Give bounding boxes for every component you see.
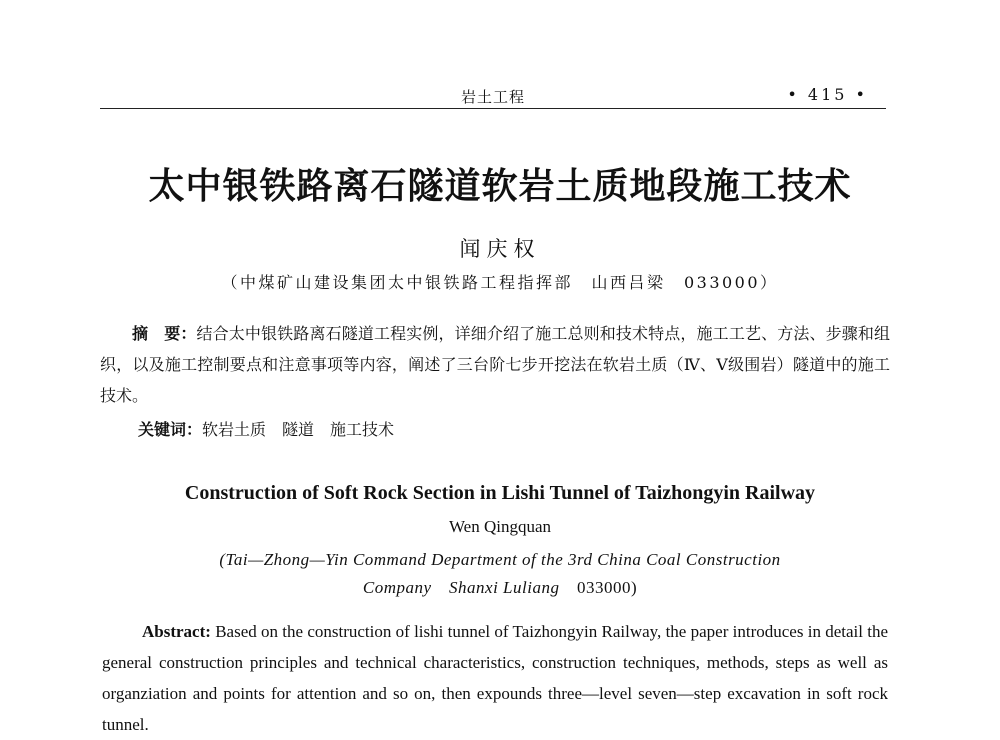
running-header xyxy=(100,82,886,109)
affiliation-cn: （中煤矿山建设集团太中银铁路工程指挥部 山西吕梁 033000） xyxy=(221,273,779,292)
keyword-cn: 施工技术 xyxy=(330,420,395,439)
paper-title-en: Construction of Soft Rock Section in Lishi Tunnel of Taizhongyin Railway xyxy=(184,482,816,504)
affiliation-en-line1: (Tai—Zhong—Yin Command Department of the 3rd China Coal Construction xyxy=(219,550,781,569)
affiliation-en xyxy=(0,546,1000,602)
page-number: • 415 • xyxy=(787,85,868,104)
keyword-cn: 软岩土质 xyxy=(202,420,267,439)
abstract-en-label: Abstract: xyxy=(142,622,211,641)
abstract-cn-label: 摘 要： xyxy=(132,324,197,343)
paper-title-cn: 太中银铁路离石隧道软岩土质地段施工技术 xyxy=(148,166,852,207)
affiliation-en-zip: 033000) xyxy=(576,578,638,597)
abstract-en xyxy=(102,616,888,740)
affiliation-en-line2: Company Shanxi Luliang xyxy=(362,578,560,597)
abstract-cn xyxy=(100,318,890,411)
author-en: Wen Qingquan xyxy=(448,517,552,536)
keywords-cn-label: 关键词： xyxy=(138,420,203,439)
keywords-cn xyxy=(138,414,410,445)
keyword-cn: 隧道 xyxy=(282,420,315,439)
abstract-en-text: Based on the construction of lishi tunnel of Taizhongyin Railway, the paper introduces in detail the general construction principles and technical characteristics, construction techniques, methods, steps as well as organziation and points for attention and so on, then expounds three—level seven—step excavation in soft rock tunnel. xyxy=(102,622,889,734)
author-cn: 闻庆权 xyxy=(459,237,541,261)
running-header-section: 岩土工程 xyxy=(460,88,525,106)
abstract-cn-text: 结合太中银铁路离石隧道工程实例，详细介绍了施工总则和技术特点，施工工艺、方法、步骤和组织，以及施工控制要点和注意事项等内容，阐述了三台阶七步开挖法在软岩土质（Ⅳ、Ⅴ级围岩）隧道中的施工技术。 xyxy=(100,324,890,405)
